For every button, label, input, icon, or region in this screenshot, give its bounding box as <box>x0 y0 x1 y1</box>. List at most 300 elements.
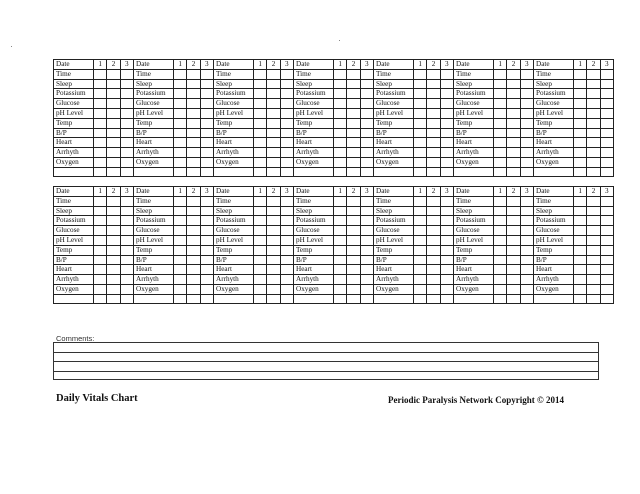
entry-cell[interactable] <box>361 89 374 98</box>
entry-cell[interactable] <box>347 109 360 118</box>
entry-cell[interactable] <box>427 197 440 206</box>
entry-cell[interactable] <box>441 246 454 255</box>
entry-cell[interactable] <box>254 207 267 216</box>
entry-cell[interactable] <box>361 197 374 206</box>
entry-cell[interactable] <box>361 80 374 89</box>
entry-cell[interactable] <box>254 119 267 128</box>
entry-cell[interactable] <box>174 158 187 167</box>
entry-cell[interactable] <box>334 246 347 255</box>
entry-cell[interactable] <box>121 119 134 128</box>
entry-cell[interactable] <box>414 119 427 128</box>
entry-cell[interactable] <box>267 207 280 216</box>
blank-cell[interactable] <box>201 168 214 176</box>
entry-cell[interactable] <box>441 216 454 225</box>
blank-cell[interactable] <box>174 295 187 303</box>
entry-cell[interactable] <box>201 207 214 216</box>
entry-cell[interactable] <box>587 216 600 225</box>
entry-cell[interactable] <box>334 236 347 245</box>
blank-cell[interactable] <box>254 168 267 176</box>
entry-cell[interactable] <box>587 285 600 294</box>
entry-cell[interactable] <box>187 236 200 245</box>
entry-cell[interactable] <box>267 148 280 157</box>
entry-cell[interactable] <box>574 138 587 147</box>
entry-cell[interactable] <box>414 236 427 245</box>
entry-cell[interactable] <box>361 99 374 108</box>
entry-cell[interactable] <box>601 129 614 138</box>
entry-cell[interactable] <box>267 246 280 255</box>
blank-cell[interactable] <box>587 295 600 303</box>
entry-cell[interactable] <box>254 80 267 89</box>
entry-cell[interactable] <box>267 138 280 147</box>
entry-cell[interactable] <box>574 119 587 128</box>
entry-cell[interactable] <box>574 226 587 235</box>
comment-line[interactable] <box>54 343 598 353</box>
entry-cell[interactable] <box>494 207 507 216</box>
entry-cell[interactable] <box>121 158 134 167</box>
blank-cell[interactable] <box>441 295 454 303</box>
entry-cell[interactable] <box>254 70 267 79</box>
entry-cell[interactable] <box>441 265 454 274</box>
entry-cell[interactable] <box>334 138 347 147</box>
entry-cell[interactable] <box>254 158 267 167</box>
entry-cell[interactable] <box>334 285 347 294</box>
entry-cell[interactable] <box>494 216 507 225</box>
entry-cell[interactable] <box>494 246 507 255</box>
entry-cell[interactable] <box>587 148 600 157</box>
entry-cell[interactable] <box>494 80 507 89</box>
entry-cell[interactable] <box>201 129 214 138</box>
blank-cell[interactable] <box>174 168 187 176</box>
blank-cell[interactable] <box>414 295 427 303</box>
entry-cell[interactable] <box>414 256 427 265</box>
entry-cell[interactable] <box>201 158 214 167</box>
entry-cell[interactable] <box>267 216 280 225</box>
entry-cell[interactable] <box>121 265 134 274</box>
entry-cell[interactable] <box>347 226 360 235</box>
entry-cell[interactable] <box>347 148 360 157</box>
entry-cell[interactable] <box>427 89 440 98</box>
entry-cell[interactable] <box>201 148 214 157</box>
entry-cell[interactable] <box>347 129 360 138</box>
entry-cell[interactable] <box>347 138 360 147</box>
entry-cell[interactable] <box>427 148 440 157</box>
entry-cell[interactable] <box>94 70 107 79</box>
entry-cell[interactable] <box>174 246 187 255</box>
entry-cell[interactable] <box>174 285 187 294</box>
entry-cell[interactable] <box>361 138 374 147</box>
entry-cell[interactable] <box>601 285 614 294</box>
entry-cell[interactable] <box>174 256 187 265</box>
entry-cell[interactable] <box>601 256 614 265</box>
entry-cell[interactable] <box>267 89 280 98</box>
entry-cell[interactable] <box>107 89 120 98</box>
blank-cell[interactable] <box>361 168 374 176</box>
blank-cell[interactable] <box>54 295 94 303</box>
entry-cell[interactable] <box>521 119 534 128</box>
blank-cell[interactable] <box>601 295 614 303</box>
entry-cell[interactable] <box>441 80 454 89</box>
entry-cell[interactable] <box>507 226 520 235</box>
blank-cell[interactable] <box>134 168 174 176</box>
entry-cell[interactable] <box>507 119 520 128</box>
entry-cell[interactable] <box>201 236 214 245</box>
entry-cell[interactable] <box>281 197 294 206</box>
entry-cell[interactable] <box>414 89 427 98</box>
entry-cell[interactable] <box>427 285 440 294</box>
entry-cell[interactable] <box>121 275 134 284</box>
entry-cell[interactable] <box>601 265 614 274</box>
entry-cell[interactable] <box>601 197 614 206</box>
entry-cell[interactable] <box>254 99 267 108</box>
entry-cell[interactable] <box>347 99 360 108</box>
entry-cell[interactable] <box>507 158 520 167</box>
entry-cell[interactable] <box>267 80 280 89</box>
entry-cell[interactable] <box>601 138 614 147</box>
blank-cell[interactable] <box>521 295 534 303</box>
entry-cell[interactable] <box>281 119 294 128</box>
comment-line[interactable] <box>54 362 598 372</box>
entry-cell[interactable] <box>254 216 267 225</box>
entry-cell[interactable] <box>334 216 347 225</box>
entry-cell[interactable] <box>361 119 374 128</box>
entry-cell[interactable] <box>267 129 280 138</box>
entry-cell[interactable] <box>441 197 454 206</box>
entry-cell[interactable] <box>574 216 587 225</box>
entry-cell[interactable] <box>254 197 267 206</box>
entry-cell[interactable] <box>361 216 374 225</box>
entry-cell[interactable] <box>334 99 347 108</box>
blank-cell[interactable] <box>267 295 280 303</box>
entry-cell[interactable] <box>174 275 187 284</box>
entry-cell[interactable] <box>414 148 427 157</box>
entry-cell[interactable] <box>601 80 614 89</box>
entry-cell[interactable] <box>494 70 507 79</box>
entry-cell[interactable] <box>507 148 520 157</box>
entry-cell[interactable] <box>427 129 440 138</box>
blank-cell[interactable] <box>414 168 427 176</box>
entry-cell[interactable] <box>427 158 440 167</box>
entry-cell[interactable] <box>201 285 214 294</box>
entry-cell[interactable] <box>361 246 374 255</box>
entry-cell[interactable] <box>414 99 427 108</box>
entry-cell[interactable] <box>281 138 294 147</box>
entry-cell[interactable] <box>121 226 134 235</box>
entry-cell[interactable] <box>427 80 440 89</box>
entry-cell[interactable] <box>107 197 120 206</box>
entry-cell[interactable] <box>494 265 507 274</box>
entry-cell[interactable] <box>361 256 374 265</box>
entry-cell[interactable] <box>174 109 187 118</box>
blank-cell[interactable] <box>334 168 347 176</box>
entry-cell[interactable] <box>414 207 427 216</box>
entry-cell[interactable] <box>254 138 267 147</box>
entry-cell[interactable] <box>587 119 600 128</box>
entry-cell[interactable] <box>601 207 614 216</box>
entry-cell[interactable] <box>174 89 187 98</box>
entry-cell[interactable] <box>587 226 600 235</box>
blank-cell[interactable] <box>494 295 507 303</box>
blank-cell[interactable] <box>334 295 347 303</box>
entry-cell[interactable] <box>507 80 520 89</box>
comment-line[interactable] <box>54 353 598 363</box>
entry-cell[interactable] <box>94 109 107 118</box>
entry-cell[interactable] <box>281 89 294 98</box>
entry-cell[interactable] <box>427 138 440 147</box>
entry-cell[interactable] <box>574 129 587 138</box>
entry-cell[interactable] <box>187 80 200 89</box>
entry-cell[interactable] <box>414 265 427 274</box>
blank-cell[interactable] <box>441 168 454 176</box>
entry-cell[interactable] <box>361 70 374 79</box>
entry-cell[interactable] <box>601 70 614 79</box>
entry-cell[interactable] <box>494 99 507 108</box>
entry-cell[interactable] <box>587 80 600 89</box>
entry-cell[interactable] <box>441 148 454 157</box>
entry-cell[interactable] <box>521 89 534 98</box>
blank-cell[interactable] <box>281 168 294 176</box>
entry-cell[interactable] <box>281 207 294 216</box>
entry-cell[interactable] <box>347 236 360 245</box>
entry-cell[interactable] <box>94 158 107 167</box>
entry-cell[interactable] <box>267 226 280 235</box>
entry-cell[interactable] <box>574 275 587 284</box>
entry-cell[interactable] <box>441 236 454 245</box>
blank-cell[interactable] <box>587 168 600 176</box>
entry-cell[interactable] <box>281 129 294 138</box>
entry-cell[interactable] <box>281 285 294 294</box>
entry-cell[interactable] <box>347 119 360 128</box>
entry-cell[interactable] <box>494 109 507 118</box>
blank-cell[interactable] <box>187 295 200 303</box>
entry-cell[interactable] <box>574 148 587 157</box>
entry-cell[interactable] <box>254 285 267 294</box>
entry-cell[interactable] <box>601 226 614 235</box>
entry-cell[interactable] <box>414 285 427 294</box>
entry-cell[interactable] <box>414 246 427 255</box>
entry-cell[interactable] <box>441 138 454 147</box>
entry-cell[interactable] <box>574 236 587 245</box>
entry-cell[interactable] <box>94 236 107 245</box>
entry-cell[interactable] <box>347 275 360 284</box>
entry-cell[interactable] <box>427 236 440 245</box>
entry-cell[interactable] <box>507 197 520 206</box>
entry-cell[interactable] <box>107 80 120 89</box>
entry-cell[interactable] <box>334 70 347 79</box>
entry-cell[interactable] <box>187 207 200 216</box>
entry-cell[interactable] <box>121 207 134 216</box>
blank-cell[interactable] <box>507 295 520 303</box>
entry-cell[interactable] <box>574 207 587 216</box>
entry-cell[interactable] <box>174 226 187 235</box>
entry-cell[interactable] <box>494 275 507 284</box>
entry-cell[interactable] <box>187 129 200 138</box>
entry-cell[interactable] <box>361 236 374 245</box>
entry-cell[interactable] <box>94 148 107 157</box>
entry-cell[interactable] <box>521 275 534 284</box>
entry-cell[interactable] <box>441 226 454 235</box>
entry-cell[interactable] <box>121 80 134 89</box>
entry-cell[interactable] <box>334 207 347 216</box>
entry-cell[interactable] <box>281 275 294 284</box>
blank-cell[interactable] <box>534 168 574 176</box>
entry-cell[interactable] <box>494 138 507 147</box>
entry-cell[interactable] <box>121 89 134 98</box>
blank-cell[interactable] <box>361 295 374 303</box>
entry-cell[interactable] <box>414 158 427 167</box>
entry-cell[interactable] <box>187 109 200 118</box>
entry-cell[interactable] <box>574 285 587 294</box>
entry-cell[interactable] <box>574 197 587 206</box>
entry-cell[interactable] <box>347 89 360 98</box>
blank-cell[interactable] <box>294 295 334 303</box>
entry-cell[interactable] <box>361 226 374 235</box>
blank-cell[interactable] <box>214 168 254 176</box>
entry-cell[interactable] <box>521 197 534 206</box>
entry-cell[interactable] <box>187 197 200 206</box>
entry-cell[interactable] <box>347 70 360 79</box>
entry-cell[interactable] <box>601 275 614 284</box>
entry-cell[interactable] <box>187 265 200 274</box>
entry-cell[interactable] <box>334 148 347 157</box>
entry-cell[interactable] <box>494 158 507 167</box>
entry-cell[interactable] <box>441 70 454 79</box>
blank-cell[interactable] <box>201 295 214 303</box>
entry-cell[interactable] <box>334 275 347 284</box>
entry-cell[interactable] <box>281 148 294 157</box>
entry-cell[interactable] <box>361 109 374 118</box>
entry-cell[interactable] <box>201 119 214 128</box>
entry-cell[interactable] <box>587 138 600 147</box>
blank-cell[interactable] <box>107 295 120 303</box>
entry-cell[interactable] <box>187 216 200 225</box>
entry-cell[interactable] <box>427 246 440 255</box>
entry-cell[interactable] <box>254 236 267 245</box>
entry-cell[interactable] <box>201 80 214 89</box>
entry-cell[interactable] <box>587 256 600 265</box>
entry-cell[interactable] <box>441 158 454 167</box>
entry-cell[interactable] <box>121 256 134 265</box>
entry-cell[interactable] <box>121 129 134 138</box>
blank-cell[interactable] <box>454 168 494 176</box>
entry-cell[interactable] <box>494 89 507 98</box>
entry-cell[interactable] <box>174 119 187 128</box>
entry-cell[interactable] <box>361 158 374 167</box>
entry-cell[interactable] <box>494 226 507 235</box>
entry-cell[interactable] <box>121 138 134 147</box>
entry-cell[interactable] <box>94 129 107 138</box>
entry-cell[interactable] <box>587 129 600 138</box>
entry-cell[interactable] <box>201 275 214 284</box>
entry-cell[interactable] <box>121 285 134 294</box>
entry-cell[interactable] <box>334 197 347 206</box>
entry-cell[interactable] <box>201 89 214 98</box>
entry-cell[interactable] <box>441 89 454 98</box>
entry-cell[interactable] <box>281 158 294 167</box>
entry-cell[interactable] <box>507 285 520 294</box>
entry-cell[interactable] <box>267 70 280 79</box>
entry-cell[interactable] <box>574 89 587 98</box>
entry-cell[interactable] <box>187 256 200 265</box>
entry-cell[interactable] <box>94 89 107 98</box>
entry-cell[interactable] <box>94 197 107 206</box>
entry-cell[interactable] <box>254 129 267 138</box>
entry-cell[interactable] <box>521 285 534 294</box>
entry-cell[interactable] <box>441 256 454 265</box>
entry-cell[interactable] <box>347 285 360 294</box>
entry-cell[interactable] <box>174 216 187 225</box>
entry-cell[interactable] <box>94 275 107 284</box>
entry-cell[interactable] <box>281 99 294 108</box>
entry-cell[interactable] <box>494 236 507 245</box>
blank-cell[interactable] <box>54 168 94 176</box>
entry-cell[interactable] <box>94 256 107 265</box>
entry-cell[interactable] <box>414 275 427 284</box>
entry-cell[interactable] <box>94 119 107 128</box>
entry-cell[interactable] <box>574 158 587 167</box>
entry-cell[interactable] <box>174 197 187 206</box>
entry-cell[interactable] <box>414 109 427 118</box>
entry-cell[interactable] <box>267 119 280 128</box>
entry-cell[interactable] <box>601 119 614 128</box>
blank-cell[interactable] <box>281 295 294 303</box>
entry-cell[interactable] <box>201 216 214 225</box>
entry-cell[interactable] <box>427 109 440 118</box>
entry-cell[interactable] <box>521 158 534 167</box>
entry-cell[interactable] <box>521 80 534 89</box>
entry-cell[interactable] <box>441 109 454 118</box>
entry-cell[interactable] <box>521 265 534 274</box>
entry-cell[interactable] <box>94 138 107 147</box>
entry-cell[interactable] <box>187 246 200 255</box>
entry-cell[interactable] <box>414 80 427 89</box>
entry-cell[interactable] <box>587 99 600 108</box>
blank-cell[interactable] <box>214 295 254 303</box>
entry-cell[interactable] <box>281 226 294 235</box>
entry-cell[interactable] <box>187 158 200 167</box>
entry-cell[interactable] <box>441 119 454 128</box>
entry-cell[interactable] <box>174 207 187 216</box>
entry-cell[interactable] <box>334 226 347 235</box>
entry-cell[interactable] <box>187 99 200 108</box>
entry-cell[interactable] <box>414 138 427 147</box>
entry-cell[interactable] <box>121 99 134 108</box>
entry-cell[interactable] <box>414 197 427 206</box>
entry-cell[interactable] <box>334 80 347 89</box>
entry-cell[interactable] <box>94 226 107 235</box>
entry-cell[interactable] <box>254 265 267 274</box>
entry-cell[interactable] <box>94 265 107 274</box>
entry-cell[interactable] <box>107 226 120 235</box>
entry-cell[interactable] <box>601 109 614 118</box>
blank-cell[interactable] <box>121 168 134 176</box>
blank-cell[interactable] <box>427 295 440 303</box>
entry-cell[interactable] <box>201 138 214 147</box>
entry-cell[interactable] <box>427 207 440 216</box>
entry-cell[interactable] <box>121 246 134 255</box>
entry-cell[interactable] <box>414 216 427 225</box>
blank-cell[interactable] <box>347 295 360 303</box>
entry-cell[interactable] <box>347 246 360 255</box>
entry-cell[interactable] <box>361 129 374 138</box>
entry-cell[interactable] <box>201 265 214 274</box>
entry-cell[interactable] <box>507 207 520 216</box>
entry-cell[interactable] <box>107 109 120 118</box>
entry-cell[interactable] <box>94 99 107 108</box>
entry-cell[interactable] <box>107 216 120 225</box>
entry-cell[interactable] <box>121 148 134 157</box>
entry-cell[interactable] <box>347 158 360 167</box>
entry-cell[interactable] <box>281 265 294 274</box>
